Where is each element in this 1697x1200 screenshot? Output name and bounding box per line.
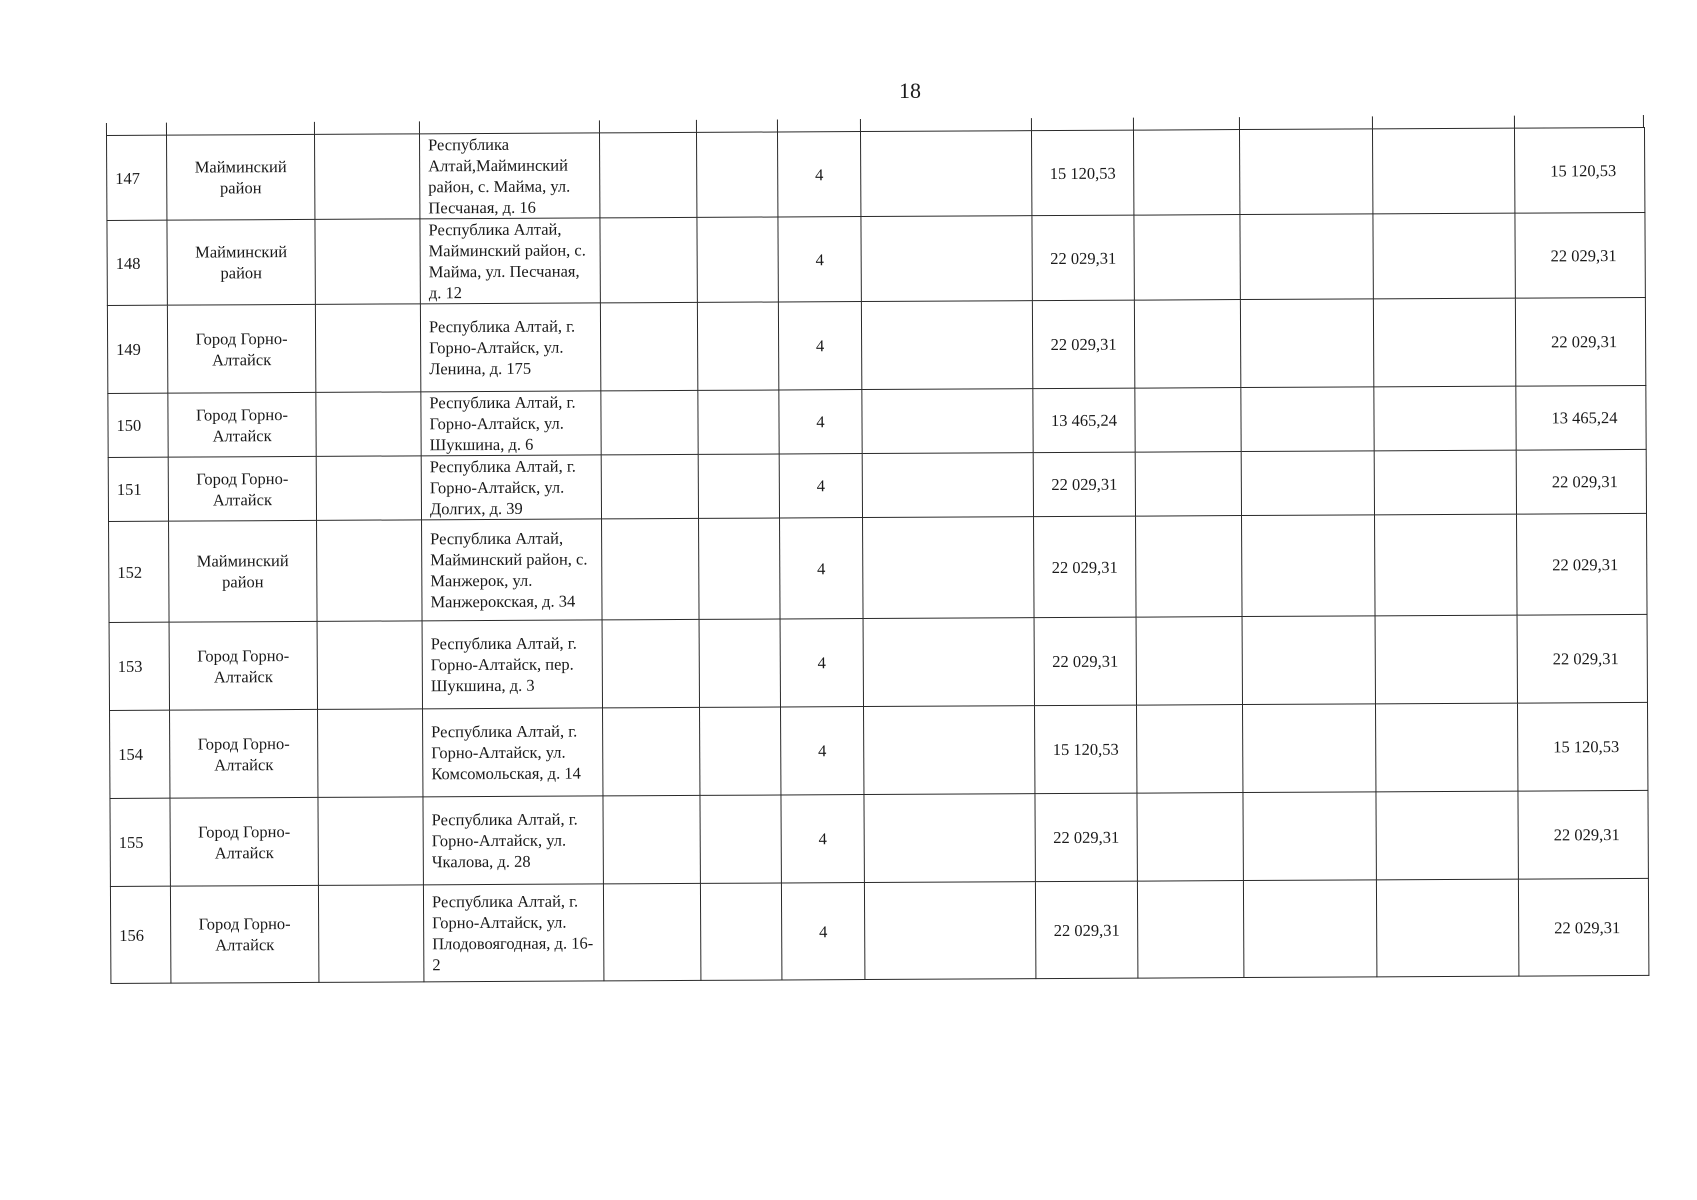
empty-cell <box>601 390 698 455</box>
row-number-cell: 147 <box>107 135 167 220</box>
empty-cell <box>862 453 1033 518</box>
quantity-cell: 4 <box>780 619 863 707</box>
table-row <box>109 614 1647 710</box>
empty-cell <box>1240 214 1373 300</box>
empty-cell <box>603 795 700 884</box>
empty-cell <box>1135 452 1241 517</box>
empty-cell <box>863 618 1034 707</box>
address-cell: Республика Алтай, г. Горно-Алтайск, ул. Комсомольская, д. 14 <box>423 708 603 797</box>
empty-cell <box>602 619 699 708</box>
municipality-cell: Город Горно-Алтайск <box>170 709 318 798</box>
empty-cell <box>700 707 781 795</box>
row-number-cell: 150 <box>108 393 168 457</box>
column-line <box>599 120 600 132</box>
address-cell: Республика Алтай, Майминский район, с. Манжерок, ул. Манжерокская, д. 34 <box>422 519 603 621</box>
column-line <box>1031 118 1032 130</box>
empty-cell <box>314 134 419 220</box>
column-line <box>1372 116 1373 128</box>
address-cell: Республика Алтай, г. Горно-Алтайск, ул. Чкалова, д. 28 <box>423 796 603 885</box>
empty-cell <box>599 132 696 218</box>
table-row <box>108 385 1646 457</box>
amount-cell: 22 029,31 <box>1035 793 1137 882</box>
amount-cell: 13 465,24 <box>1033 388 1135 453</box>
amount-cell: 22 029,31 <box>1035 881 1138 979</box>
quantity-cell: 4 <box>777 132 860 217</box>
amount-cell: 22 029,31 <box>1032 300 1134 389</box>
municipality-cell: Майминский район <box>169 520 318 622</box>
empty-cell <box>316 392 421 457</box>
address-cell: Республика Алтай, г. Горно-Алтайск, ул. Плодовоягодная, д. 16-2 <box>423 884 604 982</box>
empty-cell <box>699 518 781 619</box>
quantity-cell: 4 <box>781 883 865 980</box>
empty-cell <box>315 219 420 305</box>
amount-cell: 22 029,31 <box>1033 452 1135 517</box>
row-number-cell: 152 <box>109 521 170 622</box>
empty-cell <box>1242 704 1375 793</box>
empty-cell <box>1372 128 1514 214</box>
table-row <box>107 297 1645 393</box>
empty-cell <box>863 517 1035 619</box>
table-row <box>110 878 1648 983</box>
empty-cell <box>1375 514 1518 616</box>
row-number-cell: 155 <box>110 798 170 886</box>
amount-cell: 15 120,53 <box>1035 705 1137 794</box>
row-number-cell: 149 <box>107 305 167 393</box>
amount-cell: 22 029,31 <box>1032 215 1134 301</box>
address-cell: Республика Алтай, г. Горно-Алтайск, ул. Шукшина, д. 6 <box>421 391 601 456</box>
empty-cell <box>1374 450 1516 515</box>
quantity-cell: 4 <box>780 518 864 619</box>
empty-cell <box>1136 617 1242 706</box>
quantity-cell: 4 <box>781 707 864 795</box>
municipality-cell: Город Горно-Алтайск <box>170 885 319 983</box>
quantity-cell: 4 <box>778 217 861 302</box>
empty-cell <box>603 883 701 981</box>
row-number-cell: 156 <box>110 886 171 983</box>
empty-cell <box>603 707 700 796</box>
empty-cell <box>1133 130 1239 216</box>
empty-cell <box>316 456 421 521</box>
empty-cell <box>1374 386 1516 451</box>
data-table <box>106 127 1649 984</box>
empty-cell <box>700 795 781 883</box>
address-cell: Республика Алтай, г. Горно-Алтайск, ул. Долгих, д. 39 <box>421 455 601 520</box>
empty-cell <box>698 390 779 454</box>
empty-cell <box>864 706 1035 795</box>
total-cell: 22 029,31 <box>1517 614 1647 703</box>
table-row <box>108 449 1646 521</box>
empty-cell <box>697 217 778 302</box>
column-line <box>777 119 778 131</box>
empty-cell <box>862 389 1033 454</box>
empty-cell <box>1243 880 1377 978</box>
empty-cell <box>699 619 780 707</box>
empty-cell <box>1242 616 1375 705</box>
municipality-cell: Майминский район <box>167 219 315 305</box>
total-cell: 15 120,53 <box>1517 702 1647 791</box>
municipality-cell: Город Горно-Алтайск <box>169 621 317 710</box>
empty-cell <box>1242 515 1376 617</box>
amount-cell: 15 120,53 <box>1031 130 1133 216</box>
empty-cell <box>1373 213 1515 299</box>
row-number-cell: 153 <box>109 622 169 710</box>
empty-cell <box>602 518 700 620</box>
total-cell: 22 029,31 <box>1518 790 1648 879</box>
empty-cell <box>864 882 1036 980</box>
data-table-wrapper <box>106 127 1648 984</box>
empty-cell <box>861 301 1032 390</box>
empty-cell <box>315 304 420 393</box>
table-row <box>109 513 1648 622</box>
empty-cell <box>1376 791 1518 880</box>
empty-cell <box>700 883 782 980</box>
column-line <box>1643 115 1644 127</box>
empty-cell <box>1241 387 1374 452</box>
empty-cell <box>1134 300 1240 389</box>
table-row <box>107 127 1645 220</box>
empty-cell <box>318 709 423 798</box>
empty-cell <box>1135 388 1241 453</box>
column-line <box>106 123 107 135</box>
empty-cell <box>318 797 423 886</box>
empty-cell <box>1137 793 1243 882</box>
total-cell: 15 120,53 <box>1514 127 1644 213</box>
municipality-cell: Майминский район <box>167 134 315 220</box>
total-cell: 13 465,24 <box>1516 385 1646 450</box>
empty-cell <box>1134 215 1240 301</box>
row-number-cell: 154 <box>110 710 170 798</box>
column-line <box>1514 116 1515 128</box>
empty-cell <box>861 216 1032 302</box>
empty-cell <box>696 132 777 217</box>
empty-cell <box>1373 298 1515 387</box>
empty-cell <box>600 302 697 391</box>
empty-cell <box>698 454 779 518</box>
empty-cell <box>601 454 698 519</box>
table-row <box>107 212 1645 305</box>
row-number-cell: 151 <box>108 457 168 521</box>
total-cell: 22 029,31 <box>1518 878 1649 976</box>
total-cell: 22 029,31 <box>1515 212 1645 298</box>
column-line <box>696 120 697 132</box>
empty-cell <box>1241 451 1374 516</box>
total-cell: 22 029,31 <box>1515 297 1645 386</box>
total-cell: 22 029,31 <box>1516 449 1646 514</box>
empty-cell <box>1243 792 1376 881</box>
quantity-cell: 4 <box>781 795 864 883</box>
empty-cell <box>1239 129 1372 215</box>
quantity-cell: 4 <box>779 390 862 454</box>
row-number-cell: 148 <box>107 220 167 305</box>
quantity-cell: 4 <box>779 454 862 518</box>
column-line <box>419 121 420 133</box>
empty-cell <box>1375 703 1517 792</box>
column-line <box>314 122 315 134</box>
total-cell: 22 029,31 <box>1517 513 1648 615</box>
empty-cell <box>318 885 424 983</box>
empty-cell <box>1376 879 1519 977</box>
empty-cell <box>600 217 697 303</box>
amount-cell: 22 029,31 <box>1034 516 1137 618</box>
address-cell: Республика Алтай, г. Горно-Алтайск, ул. Ленина, д. 175 <box>420 303 600 392</box>
municipality-cell: Город Горно-Алтайск <box>167 304 315 393</box>
empty-cell <box>1137 881 1244 979</box>
address-cell: Республика Алтай, Майминский район, с. Майма, ул. Песчаная, д. 12 <box>420 218 600 304</box>
empty-cell <box>317 621 422 710</box>
empty-cell <box>1375 615 1517 704</box>
table-row <box>110 702 1648 798</box>
municipality-cell: Город Горно-Алтайск <box>170 797 318 886</box>
empty-cell <box>1136 516 1243 618</box>
municipality-cell: Город Горно-Алтайск <box>168 392 316 457</box>
table-row <box>110 790 1648 886</box>
column-line <box>166 123 167 135</box>
quantity-cell: 4 <box>778 302 861 390</box>
address-cell: Республика Алтай,Майминский район, с. Майма, ул. Песчаная, д. 16 <box>419 133 599 219</box>
column-line <box>1239 117 1240 129</box>
empty-cell <box>697 302 778 390</box>
empty-cell <box>1240 299 1373 388</box>
table-body <box>107 127 1649 983</box>
empty-cell <box>860 131 1031 217</box>
empty-cell <box>317 520 423 622</box>
municipality-cell: Город Горно-Алтайск <box>168 456 316 521</box>
column-line <box>860 119 861 131</box>
column-line <box>1133 118 1134 130</box>
empty-cell <box>1136 705 1242 794</box>
page-number: 18 <box>899 78 921 103</box>
empty-cell <box>864 794 1035 883</box>
amount-cell: 22 029,31 <box>1034 617 1136 706</box>
address-cell: Республика Алтай, г. Горно-Алтайск, пер. Шукшина, д. 3 <box>422 620 602 709</box>
